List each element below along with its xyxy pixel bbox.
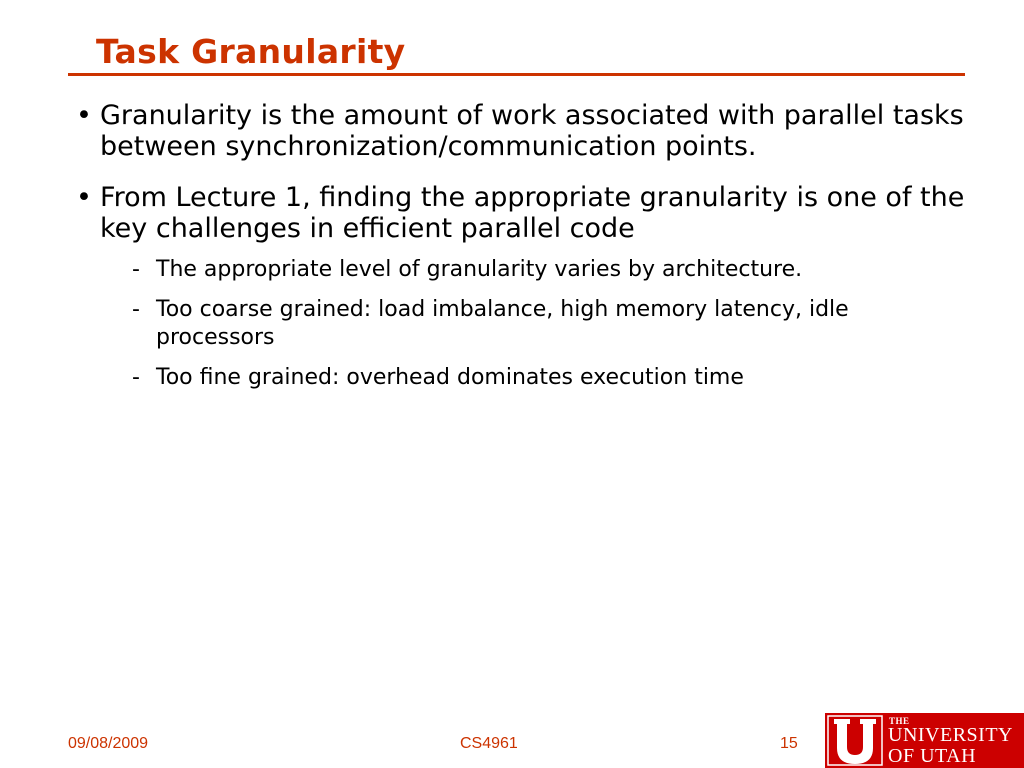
footer-page-number: 15 [780, 735, 798, 752]
logo-the-text: THE [889, 716, 910, 726]
university-logo [825, 713, 1024, 768]
title-underline [68, 73, 965, 76]
sub-bullet-text: Too coarse grained: load imbalance, high memory latency, idle processors [156, 297, 849, 350]
sub-bullet-marker: - [132, 257, 140, 282]
bullet-marker: • [76, 100, 92, 131]
sub-bullet-item [70, 296, 970, 352]
footer-date: 09/08/2009 [68, 735, 149, 752]
sub-bullet-text: Too fine grained: overhead dominates execution time [156, 365, 744, 390]
sub-bullet-marker: - [132, 297, 140, 322]
bullet-text: Granularity is the amount of work associated with parallel tasks between synchronization/communication points. [100, 100, 964, 162]
sub-bullet-text: The appropriate level of granularity varies by architecture. [156, 257, 803, 282]
sub-bullet-item [70, 364, 970, 392]
footer-course: CS4961 [460, 735, 518, 752]
logo-university-text: UNIVERSITY [888, 724, 1013, 746]
bullet-item [70, 100, 970, 162]
bullet-text: From Lecture 1, finding the appropriate granularity is one of the key challenges in efficient parallel code [100, 182, 965, 244]
sub-bullet-marker: - [132, 365, 140, 390]
university-u-block-icon [825, 713, 885, 768]
sub-bullet-item [70, 256, 970, 284]
bullet-marker: • [76, 182, 92, 213]
slide-title: Task Granularity [96, 32, 406, 71]
slide-content [70, 100, 970, 404]
logo-of-utah-text: OF UTAH [888, 745, 977, 767]
bullet-item [70, 182, 970, 244]
